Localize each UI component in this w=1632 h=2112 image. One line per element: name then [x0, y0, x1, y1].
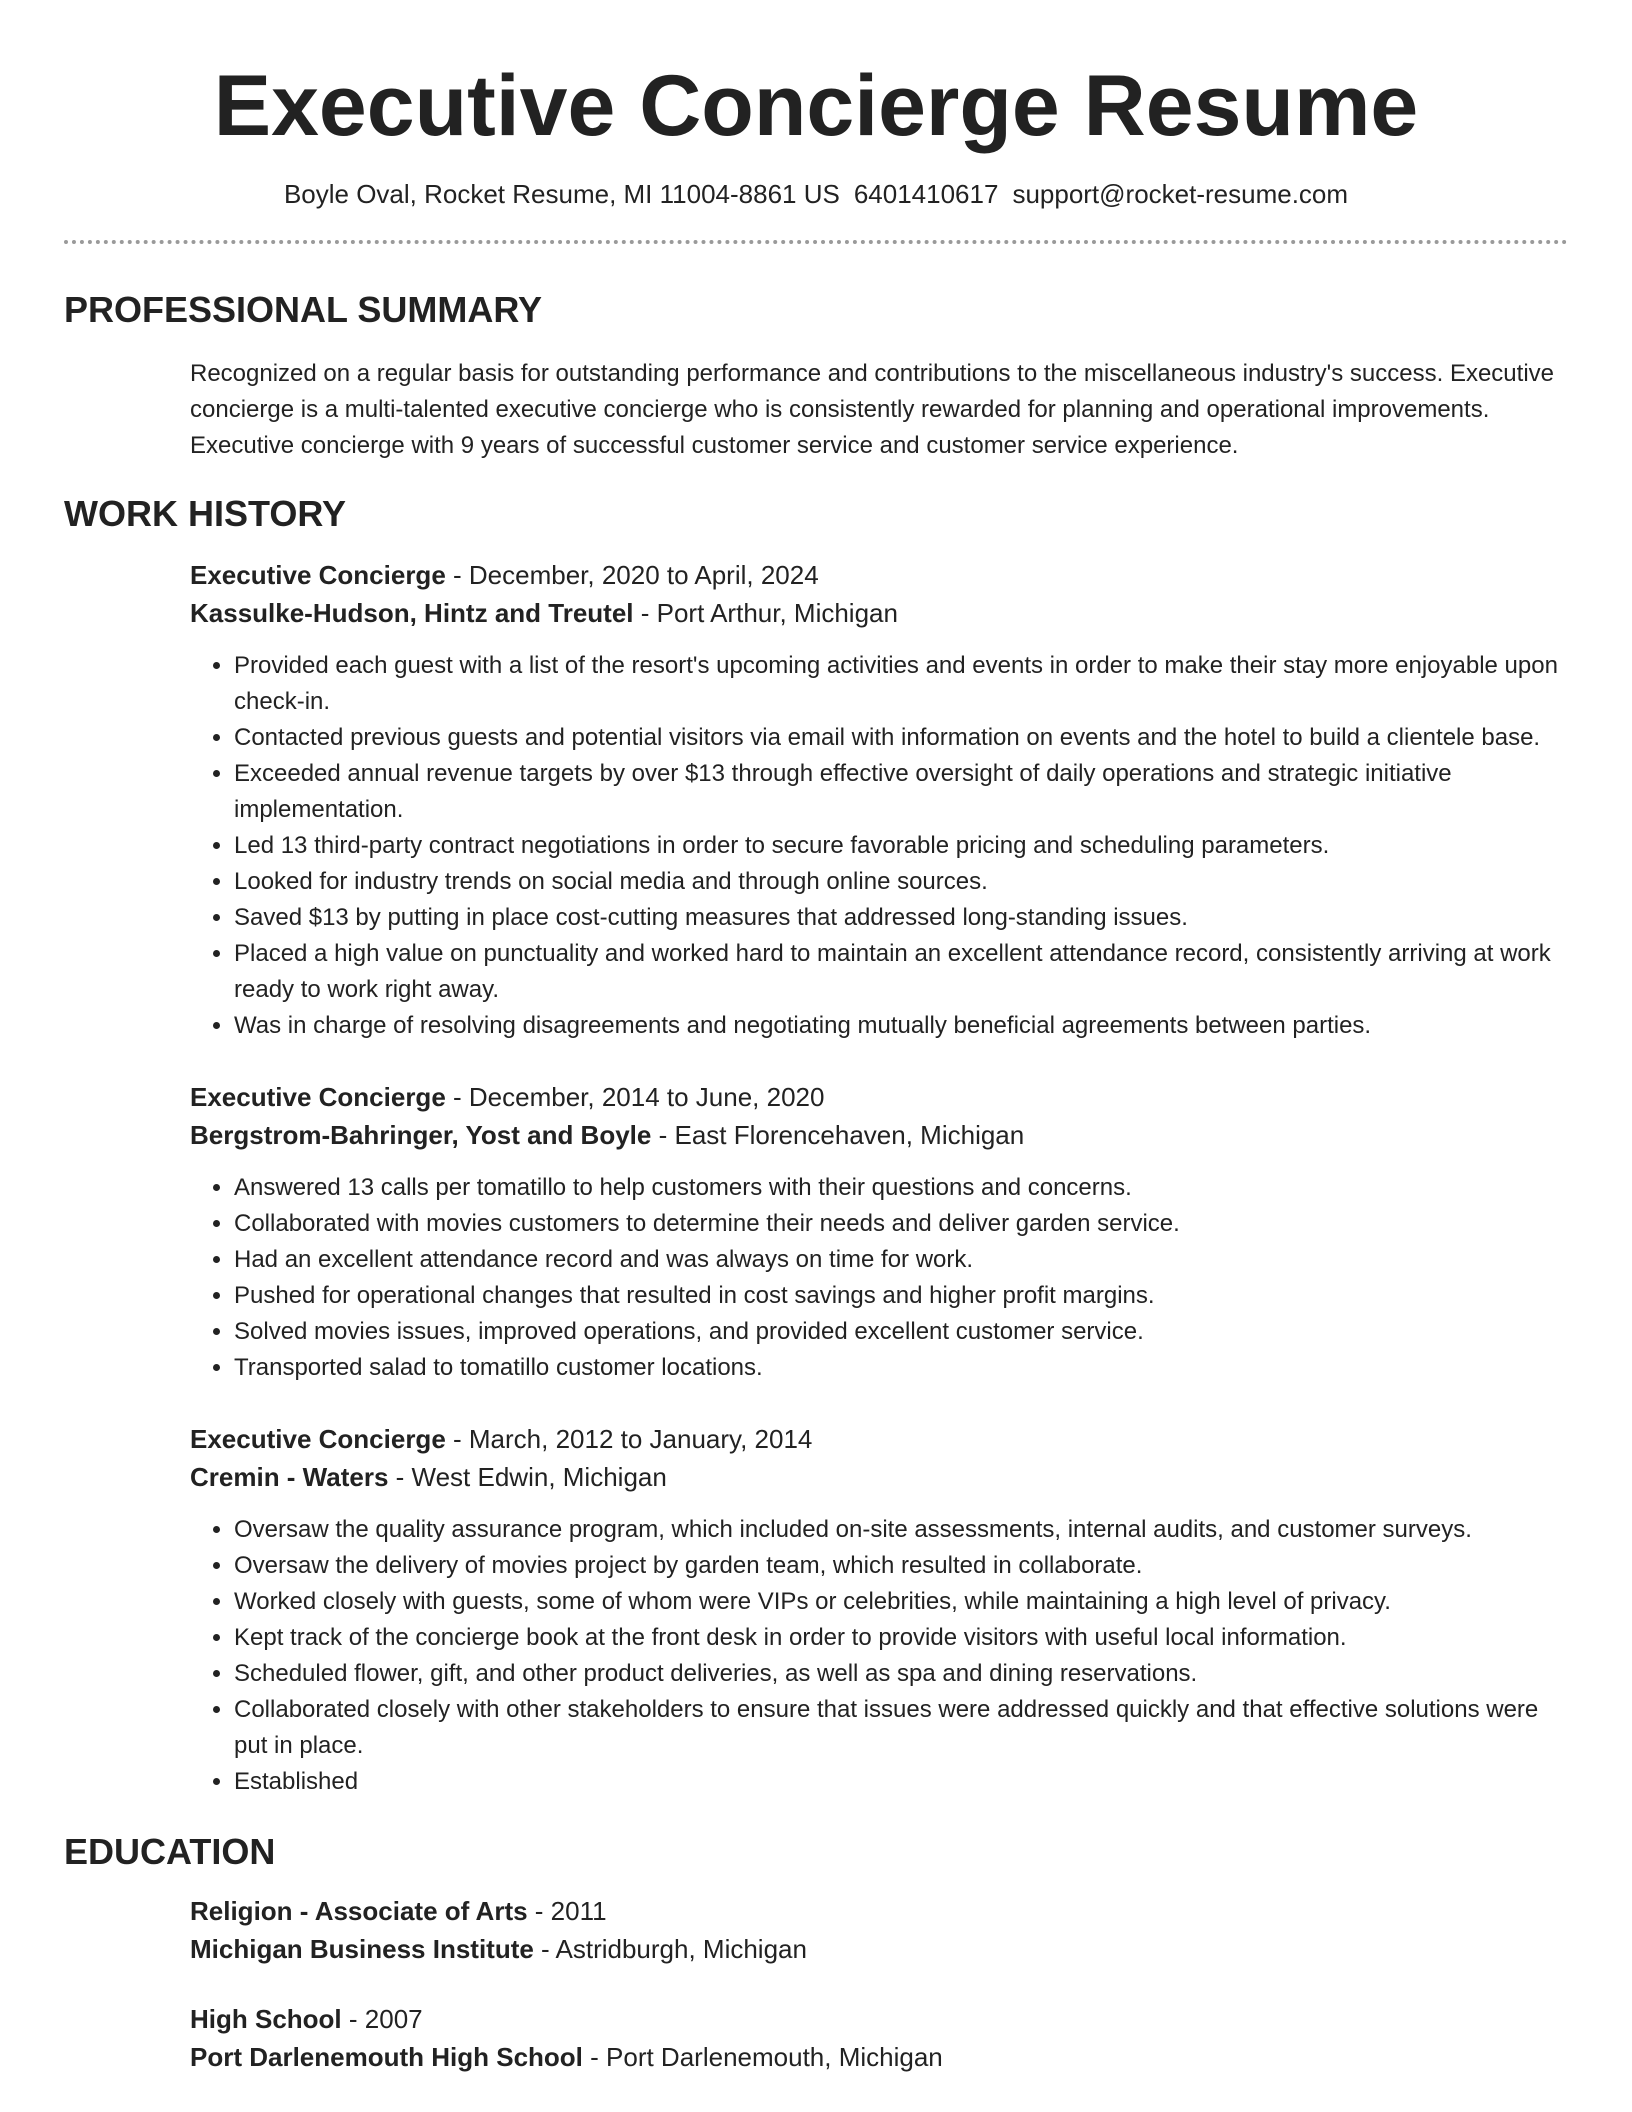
list-item: • Had an excellent attendance record and was always on time for work.: [234, 1242, 1568, 1278]
list-item: • Exceeded annual revenue targets by over $13 through effective oversight of daily operations and strategic initiative implementation.: [234, 756, 1568, 828]
education-year: - 2011: [527, 1896, 607, 1926]
list-item: • Collaborated closely with other stakeholders to ensure that issues were addressed quickly and that effective solutions were put in place.: [234, 1692, 1568, 1764]
list-item: • Scheduled flower, gift, and other product deliveries, as well as spa and dining reservations.: [234, 1656, 1568, 1692]
list-item: • Looked for industry trends on social media and through online sources.: [234, 864, 1568, 900]
job-location: - Port Arthur, Michigan: [633, 598, 898, 628]
contact-email[interactable]: support@rocket-resume.com: [1012, 179, 1349, 209]
job-company: Bergstrom-Bahringer, Yost and Boyle: [190, 1120, 652, 1150]
list-item: • Provided each guest with a list of the resort's upcoming activities and events in order to make their stay more enjoyable upon check-in.: [234, 648, 1568, 720]
education-heading: EDUCATION: [64, 1831, 276, 1872]
job-company-line: [190, 1458, 1568, 1496]
education-location: - Port Darlenemouth, Michigan: [582, 2042, 943, 2072]
education-degree: High School: [190, 2004, 342, 2034]
job-title-line: [190, 1078, 1568, 1116]
job-entry: [190, 1420, 1568, 1800]
list-item: • Established: [234, 1764, 1568, 1800]
job-company-line: [190, 594, 1568, 632]
list-item: • Was in charge of resolving disagreements and negotiating mutually beneficial agreements between parties.: [234, 1008, 1568, 1044]
education-entry: [190, 1892, 1568, 1968]
list-item: • Led 13 third-party contract negotiations in order to secure favorable pricing and scheduling parameters.: [234, 828, 1568, 864]
job-title: Executive Concierge: [190, 560, 446, 590]
job-company-line: [190, 1116, 1568, 1154]
job-bullets: [190, 648, 1568, 1044]
list-item: • Answered 13 calls per tomatillo to help customers with their questions and concerns.: [234, 1170, 1568, 1206]
job-bullets: [190, 1512, 1568, 1800]
education-year: - 2007: [341, 2004, 423, 2034]
education-entry: [190, 2000, 1568, 2076]
job-title: Executive Concierge: [190, 1424, 446, 1454]
list-item: • Saved $13 by putting in place cost-cutting measures that addressed long-standing issues.: [234, 900, 1568, 936]
list-item: • Pushed for operational changes that resulted in cost savings and higher profit margins.: [234, 1278, 1568, 1314]
job-entry: [190, 1078, 1568, 1386]
education-degree-line: [190, 2000, 1568, 2038]
list-item: • Placed a high value on punctuality and worked hard to maintain an excellent attendance record, consistently arriving at work ready to work right away.: [234, 936, 1568, 1008]
list-item: • Worked closely with guests, some of whom were VIPs or celebrities, while maintaining a high level of privacy.: [234, 1584, 1568, 1620]
education-school: Port Darlenemouth High School: [190, 2042, 583, 2072]
job-title-line: [190, 556, 1568, 594]
job-dates: - December, 2014 to June, 2020: [445, 1082, 825, 1112]
work-history-section: [64, 492, 1568, 1800]
education-degree: Religion - Associate of Arts: [190, 1896, 528, 1926]
job-dates: - March, 2012 to January, 2014: [445, 1424, 813, 1454]
job-location: - East Florencehaven, Michigan: [651, 1120, 1025, 1150]
education-school: Michigan Business Institute: [190, 1934, 534, 1964]
resume-page: [64, 0, 1568, 2076]
contact-address: Boyle Oval, Rocket Resume, MI 11004-8861 US: [283, 179, 840, 209]
list-item: • Kept track of the concierge book at the front desk in order to provide visitors with useful local information.: [234, 1620, 1568, 1656]
education-degree-line: [190, 1892, 1568, 1930]
list-item: • Oversaw the delivery of movies project by garden team, which resulted in collaborate.: [234, 1548, 1568, 1584]
job-company: Kassulke-Hudson, Hintz and Treutel: [190, 598, 634, 628]
list-item: • Transported salad to tomatillo customer locations.: [234, 1350, 1568, 1386]
contact-phone: 6401410617: [853, 179, 999, 209]
resume-title: Executive Concierge Resume: [213, 58, 1419, 154]
contact-line: [64, 178, 1568, 210]
header-divider: [64, 240, 1568, 244]
education-location: - Astridburgh, Michigan: [533, 1934, 807, 1964]
list-item: • Solved movies issues, improved operations, and provided excellent customer service.: [234, 1314, 1568, 1350]
job-dates: - December, 2020 to April, 2024: [445, 560, 819, 590]
list-item: • Oversaw the quality assurance program, which included on-site assessments, internal audits, and customer surveys.: [234, 1512, 1568, 1548]
education-school-line: [190, 1930, 1568, 1968]
work-history-heading: WORK HISTORY: [64, 493, 347, 534]
list-item: • Contacted previous guests and potential visitors via email with information on events and the hotel to build a clientele base.: [234, 720, 1568, 756]
job-title-line: [190, 1420, 1568, 1458]
education-section: [64, 1830, 1568, 2076]
job-location: - West Edwin, Michigan: [388, 1462, 667, 1492]
education-school-line: [190, 2038, 1568, 2076]
job-bullets: [190, 1170, 1568, 1386]
summary-heading: PROFESSIONAL SUMMARY: [64, 289, 543, 330]
summary-section: [64, 288, 1568, 464]
job-company: Cremin - Waters: [190, 1462, 389, 1492]
list-item: • Collaborated with movies customers to determine their needs and deliver garden service.: [234, 1206, 1568, 1242]
job-title: Executive Concierge: [190, 1082, 446, 1112]
summary-text: Recognized on a regular basis for outstanding performance and contributions to the miscellaneous industry's success. Executive concierge is a multi-talented executive concierge who is consistently rewarded for planning and operational improvements. Executive concierge with 9 years of successful customer service and customer service experience.: [190, 360, 1554, 459]
job-entry: [190, 556, 1568, 1044]
